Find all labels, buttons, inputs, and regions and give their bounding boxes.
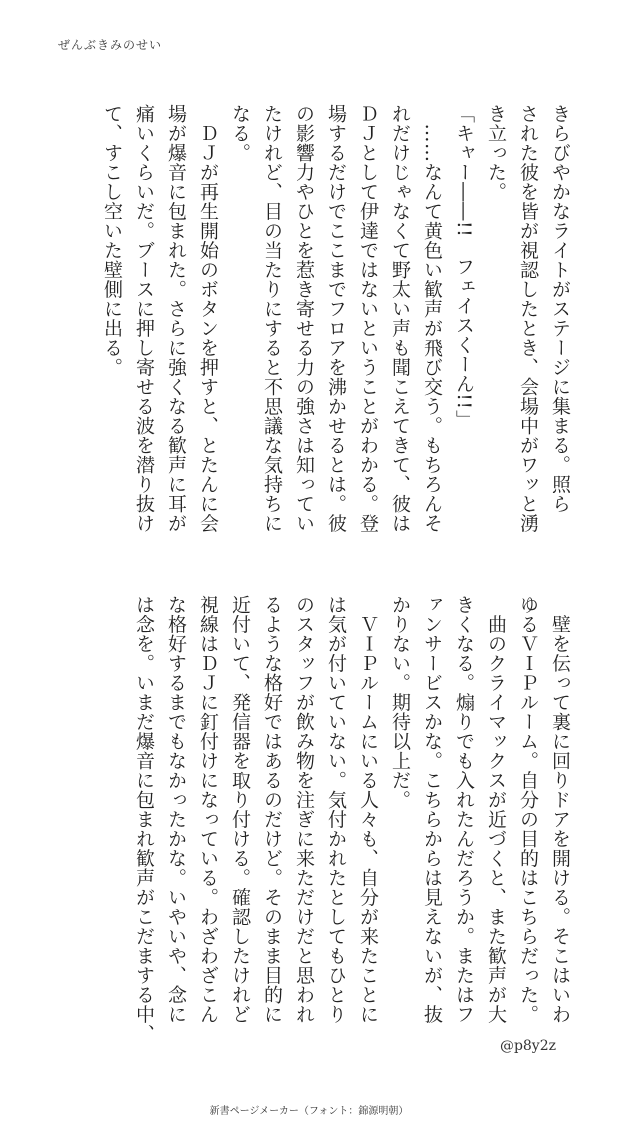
text-line: の影響力やひとを惹き寄せる力の強さは知ってい [293, 104, 315, 533]
author-handle: @p8y2z [499, 1038, 556, 1054]
text-line: 曲のクライマックスが近づくと、また歓声が大 [485, 595, 507, 1024]
text-line: ァンサービスかな。こちらからは見えないが、抜 [421, 595, 443, 1024]
text-line: 場が爆音に包まれた。さらに強くなる歓声に耳が [165, 104, 187, 533]
text-line: な格好するまでもなかったかな。いやいや、念に [165, 595, 187, 1024]
text-line: 場するだけでここまでフロアを沸かせるとは。彼 [325, 104, 347, 533]
text-line: きらびやかなライトがステージに集まる。照ら [549, 104, 571, 514]
page-header-title: ぜんぶきみのせい [58, 38, 163, 52]
text-line: たけれど、目の当たりにすると不思議な気持ちに [261, 104, 283, 533]
text-block-upper [96, 104, 576, 574]
text-line: ゆるＶＩＰルーム。自分の目的はこちらだった。 [517, 595, 539, 1024]
text-line: 近付いて、発信器を取り付ける。確認したけれど [229, 595, 251, 1024]
text-line: ＤＪが再生開始のボタンを押すと、とたんに会 [197, 104, 219, 533]
text-line: は気が付いていない。気付かれたとしてもひとり [325, 595, 347, 1024]
text-line: なる。 [229, 104, 251, 163]
text-line: のスタッフが飲み物を注ぎに来ただけだと思われ [293, 595, 315, 1024]
text-line: かりない。期待以上だ。 [389, 595, 411, 810]
text-line: 壁を伝って裏に回りドアを開ける。そこはいわ [549, 595, 571, 1024]
text-line: ……なんて黄色い歓声が飛び交う。もちろんそ [421, 104, 443, 533]
text-line: き立った。 [485, 104, 507, 202]
text-line: て、すこし空いた壁側に出る。 [101, 104, 123, 377]
footer-credit: 新書ページメーカー（フォント：錦源明朝） [209, 1106, 409, 1117]
text-block-lower [128, 595, 576, 1044]
text-line: るような格好ではあるのだけど。そのまま目的に [261, 595, 283, 1024]
text-line: ＤＪとして伊達ではないということがわかる。登 [357, 104, 379, 533]
text-line: ＶＩＰルームにいる人々も、自分が来たことに [357, 595, 379, 1024]
text-line: された彼を皆が視認したとき、会場中がワッと湧 [517, 104, 539, 533]
text-line: きくなる。煽りでも入れたんだろうか。またはフ [453, 595, 475, 1024]
text-line: 痛いくらいだ。ブースに押し寄せる波を潜り抜け [133, 104, 155, 533]
text-line: 視線はＤＪに釘付けになっている。わざわざこん [197, 595, 219, 1024]
text-line: 「キャー――!! フェイスくーん!!」 [453, 104, 475, 430]
text-line: れだけじゃなくて野太い声も聞こえてきて、彼は [389, 104, 411, 533]
text-line: は念を。いまだ爆音に包まれ歓声がこだまする中、 [133, 595, 155, 1044]
